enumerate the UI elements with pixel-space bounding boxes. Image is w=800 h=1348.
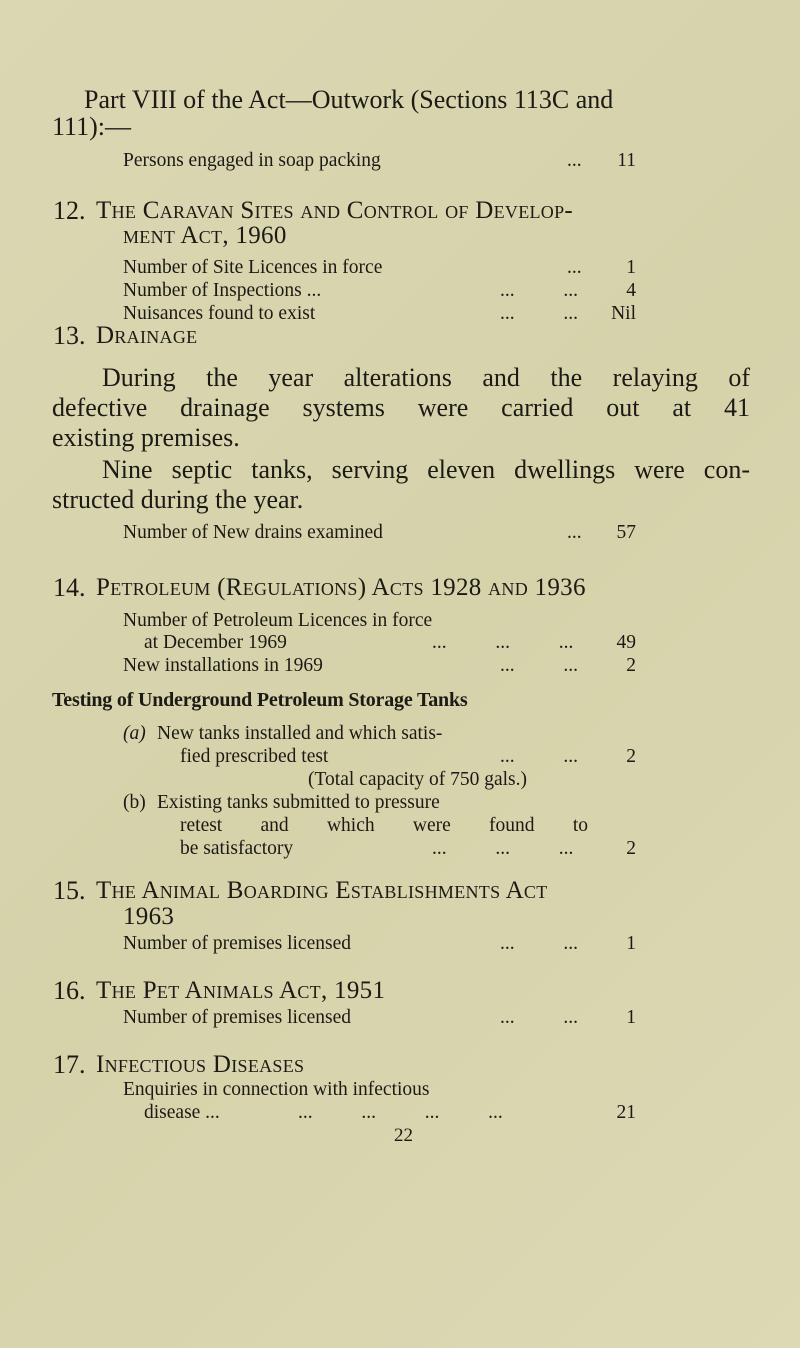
nuisances-leaders: ... ... bbox=[500, 303, 578, 324]
item-a-line1: New tanks installed and which satis- bbox=[157, 723, 443, 744]
animal-boarding-premises-value: 1 bbox=[626, 933, 636, 954]
december-1969-value: 49 bbox=[616, 632, 636, 653]
nuisances-label: Nuisances found to exist bbox=[123, 303, 316, 324]
soap-packing-value: 11 bbox=[617, 150, 636, 171]
infectious-enquiries-label: Enquiries in connection with infectious bbox=[123, 1079, 430, 1100]
item-b-line3: be satisfactory bbox=[180, 838, 294, 859]
section-12-title-line2: ment Act, 1960 bbox=[123, 222, 287, 249]
item-b-marker: (b) bbox=[123, 792, 146, 813]
new-installations-value: 2 bbox=[626, 655, 636, 676]
item-a-leaders: ... ... bbox=[500, 746, 578, 767]
new-installations-label: New installations in 1969 bbox=[123, 655, 323, 676]
inspections-label: Number of Inspections ... bbox=[123, 280, 322, 301]
section-15-title-line2: 1963 bbox=[123, 903, 175, 930]
section-17-number: 17. bbox=[53, 1050, 86, 1079]
section-15-number: 15. bbox=[53, 876, 86, 905]
animal-boarding-premises-leaders: ... ... bbox=[500, 933, 578, 954]
new-drains-leaders: ... bbox=[567, 522, 582, 543]
december-1969-leaders: ... ... ... bbox=[432, 632, 574, 653]
site-licences-value: 1 bbox=[626, 257, 636, 278]
new-installations-leaders: ... ... bbox=[500, 655, 578, 676]
section-14-number: 14. bbox=[53, 573, 86, 602]
item-b-leaders: ... ... ... bbox=[432, 838, 574, 859]
infectious-disease-value: 21 bbox=[616, 1102, 636, 1123]
section-12-number: 12. bbox=[53, 196, 86, 225]
pet-animals-premises-label: Number of premises licensed bbox=[123, 1007, 351, 1028]
inspections-value: 4 bbox=[626, 280, 636, 301]
section-16-number: 16. bbox=[53, 976, 86, 1005]
december-1969-label: at December 1969 bbox=[144, 632, 287, 653]
nuisances-value: Nil bbox=[611, 303, 636, 324]
new-drains-label: Number of New drains examined bbox=[123, 522, 383, 543]
pet-animals-premises-value: 1 bbox=[626, 1007, 636, 1028]
testing-heading: Testing of Underground Petroleum Storage Tanks bbox=[52, 689, 468, 711]
item-a-marker: (a) bbox=[123, 723, 146, 744]
section-16-title: The Pet Animals Act, 1951 bbox=[96, 977, 386, 1004]
item-a-line2: fied prescribed test bbox=[180, 746, 329, 767]
animal-boarding-premises-label: Number of premises licensed bbox=[123, 933, 351, 954]
section-17-title: Infectious Diseases bbox=[96, 1051, 305, 1078]
drainage-paragraph1-line3: existing premises. bbox=[52, 423, 240, 452]
new-drains-value: 57 bbox=[616, 522, 636, 543]
section-15-title-line1: The Animal Boarding Establishments Act bbox=[96, 877, 548, 904]
part-viii-heading-line2: 111):— bbox=[52, 112, 131, 141]
item-a-capacity-note: (Total capacity of 750 gals.) bbox=[308, 769, 528, 790]
drainage-paragraph1-line2: defective drainage systems were carried out at 41 bbox=[52, 393, 750, 422]
drainage-paragraph2-line2: structed during the year. bbox=[52, 485, 304, 514]
drainage-paragraph1-line1: During the year alterations and the relaying of bbox=[102, 363, 750, 392]
petroleum-licences-label: Number of Petroleum Licences in force bbox=[123, 610, 433, 631]
item-b-line1: Existing tanks submitted to pressure bbox=[157, 792, 440, 813]
soap-packing-label: Persons engaged in soap packing bbox=[123, 150, 381, 171]
drainage-paragraph2-line1: Nine septic tanks, serving eleven dwellings were con- bbox=[102, 455, 750, 484]
item-a-value: 2 bbox=[626, 746, 636, 767]
section-14-title: Petroleum (Regulations) Acts 1928 and 1936 bbox=[96, 574, 586, 601]
section-13-title: Drainage bbox=[96, 322, 198, 349]
site-licences-label: Number of Site Licences in force bbox=[123, 257, 383, 278]
item-b-value: 2 bbox=[626, 838, 636, 859]
infectious-disease-leaders: ... ... ... ... bbox=[298, 1102, 503, 1123]
section-12-title-line1: The Caravan Sites and Control of Develop- bbox=[96, 197, 574, 224]
pet-animals-premises-leaders: ... ... bbox=[500, 1007, 578, 1028]
infectious-disease-label: disease ... bbox=[144, 1102, 220, 1123]
part-viii-heading-line1: Part VIII of the Act—Outwork (Sections 113C and bbox=[84, 85, 614, 114]
page-number: 22 bbox=[394, 1125, 413, 1146]
soap-packing-leaders: ... bbox=[567, 150, 582, 171]
section-13-number: 13. bbox=[53, 321, 86, 350]
inspections-leaders: ... ... bbox=[500, 280, 578, 301]
item-b-line2: retest and which were found to bbox=[180, 815, 588, 836]
site-licences-leaders: ... bbox=[567, 257, 582, 278]
